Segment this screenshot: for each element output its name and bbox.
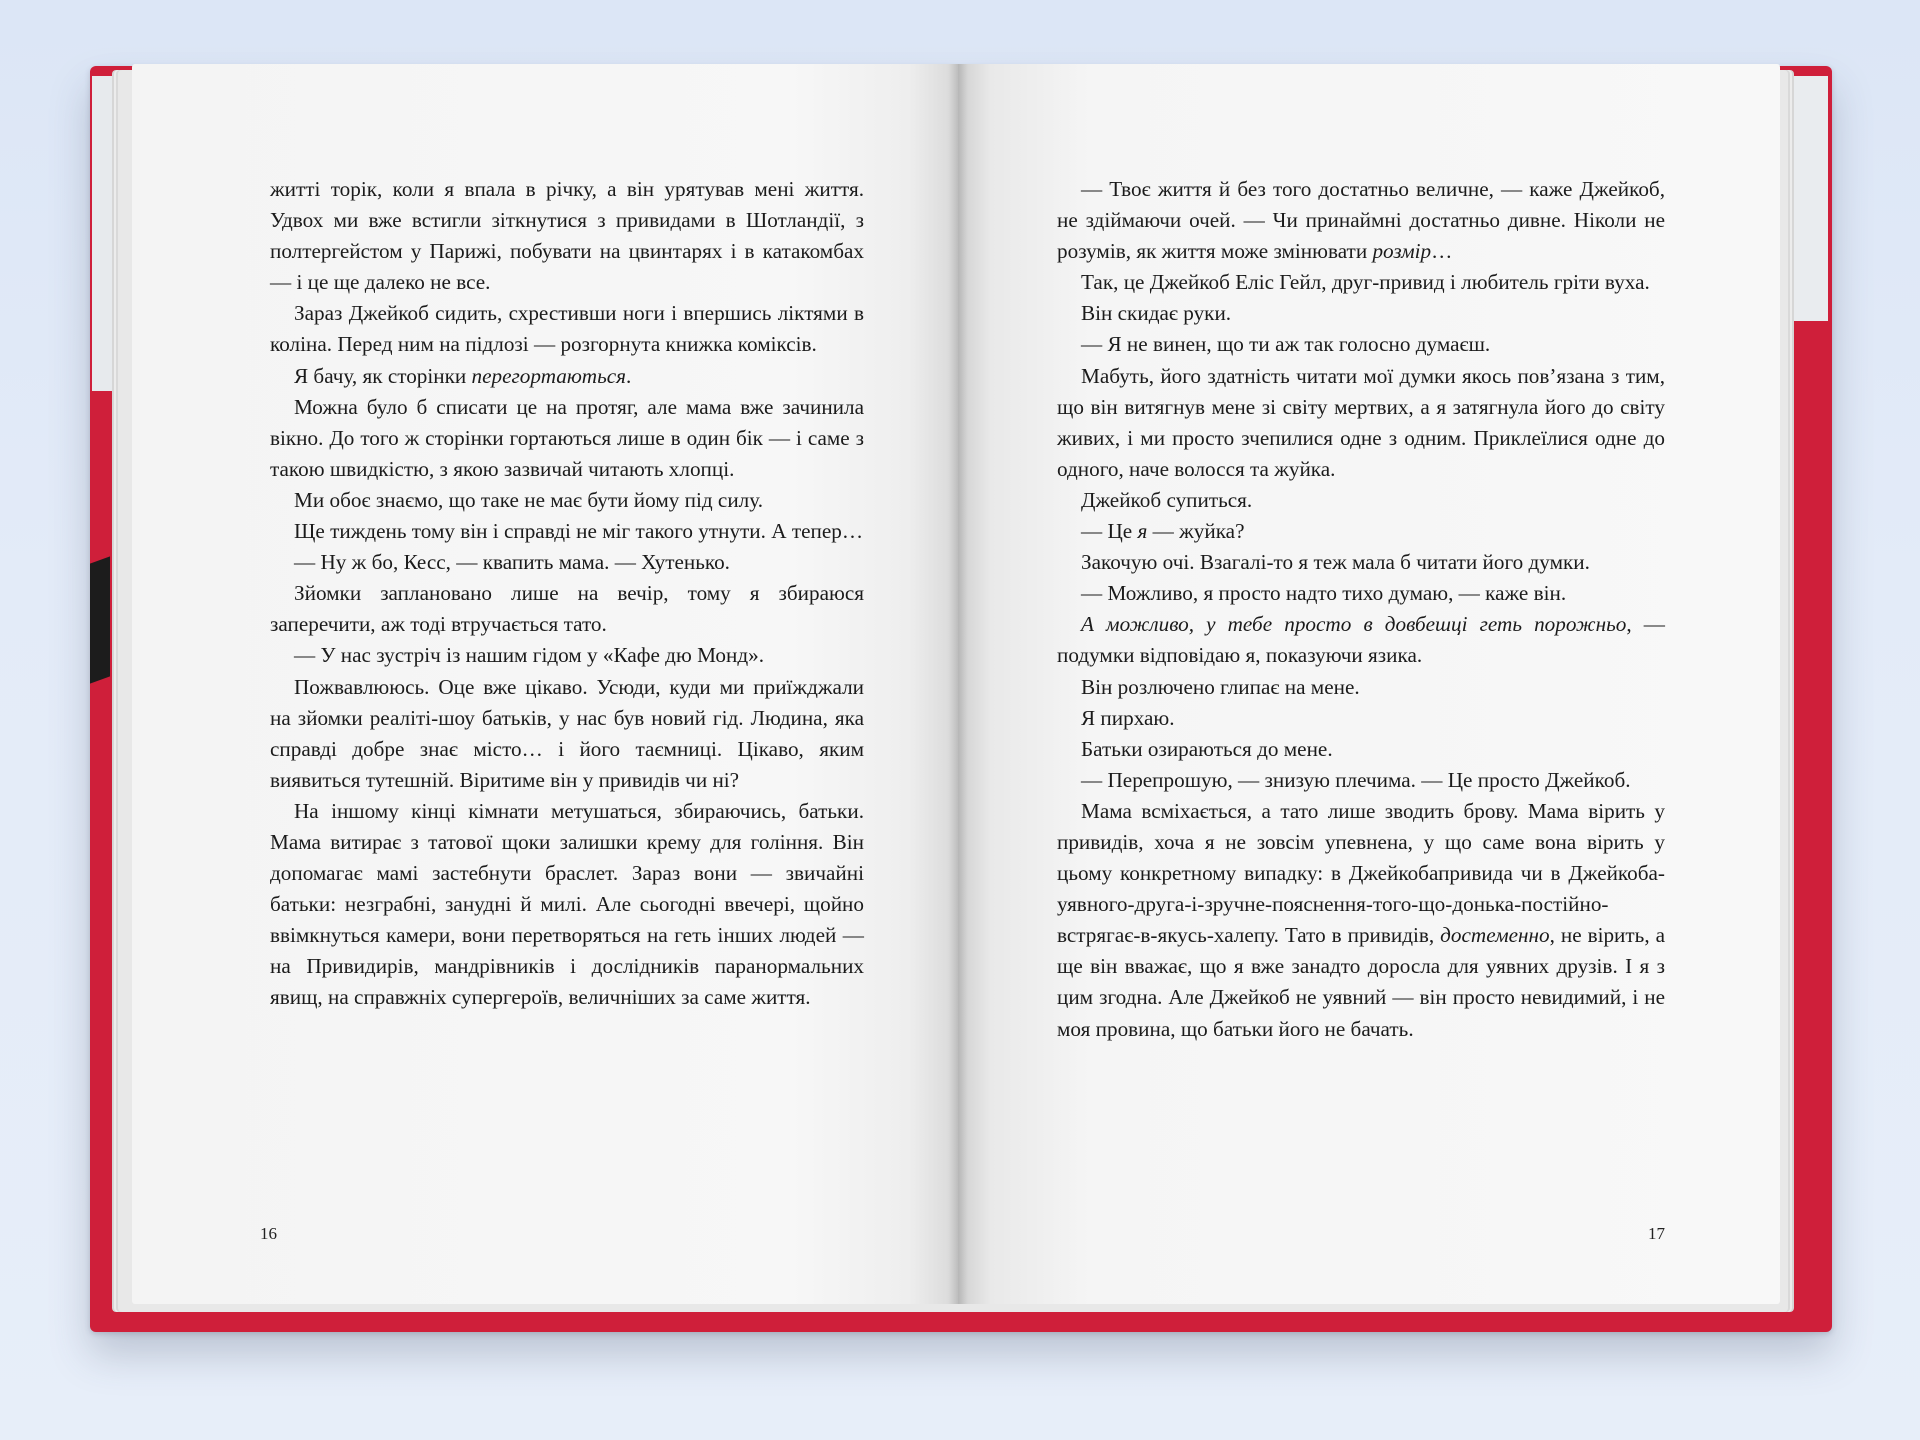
left-page-number: 16 [260,1224,277,1243]
paragraph: Ще тиждень тому він і справді не міг такого утнути. А тепер… [294,519,864,544]
paragraph: — Це я — жуйка? [1081,519,1245,544]
paragraph: Зйомки заплановано лише на вечір, тому я збираюся заперечити, аж тоді втручається тато. [270,581,864,637]
paragraph: Джейкоб супиться. [1081,487,1253,512]
paragraph: Я бачу, як сторінки перегортаються. [294,363,632,388]
paragraph: Мама всміхається, а тато лише зводить брову. Мама вірить у привидів, хоча я не зовсім упевнена, у що саме вона вірить у цьому конкретному випадку: в Джейкобапривида чи в Джейкоба-уявного-друга-і-зручне-пояснення-того-що-донька-постійно-встрягає-в-якусь-халепу. Тато в привидів, достеменно, не вірить, а ще він вважає, що я вже занадто доросла для уявних друзів. І я з цим згодна. Але Джейкоб не уявний — він просто невидимий, і не моя провина, що батьки його не бачать. [1057,798,1665,1041]
paragraph: — У нас зустріч із нашим гідом у «Кафе дю Монд». [294,643,764,668]
paragraph: Так, це Джейкоб Еліс Гейл, друг-привид і любитель гріти вуха. [1081,270,1650,295]
paragraph: А можливо, у тебе просто в довбешці геть порожньо, — подумки відповідаю я, показуючи язика. [1057,612,1665,668]
paragraph: Зараз Джейкоб сидить, схрестивши ноги і впершись ліктями в коліна. Перед ним на підлозі — розгорнута книжка коміксів. [270,301,864,357]
paragraph: — Твоє життя й без того достатньо величне, — каже Джейкоб, не здіймаючи очей. — Чи принаймні достатньо дивне. Ніколи не розумів, як життя може змінювати розмір… [1057,177,1665,264]
right-page-text [1057,174,1665,1045]
paragraph: Ми обоє знаємо, що таке не має бути йому під силу. [294,487,763,512]
paragraph: житті торік, коли я впала в річку, а він урятував мені життя. Удвох ми вже встигли зіткнутися з привидами в Шотландії, з полтергейстом у Парижі, побувати на цвинтарях і в катакомбах — і це ще далеко не все. [270,177,864,295]
paragraph: — Перепрошую, — знизую плечима. — Це просто Джейкоб. [1081,767,1631,792]
paragraph: Можна було б списати це на протяг, але мама вже зачинила вікно. До того ж сторінки гортаються лише в один бік — і саме з такою швидкістю, з якою зазвичай читають хлопці. [270,394,864,481]
paragraph: Він скидає руки. [1081,301,1232,326]
cover-art-right [1790,76,1828,321]
cover-stripe [90,556,110,683]
paragraph: Мабуть, його здатність читати мої думки якось пов’язана з тим, що він витягнув мене зі світу мертвих, а я затягнула його до світу живих, і ми просто зчепилися одне з одним. Приклеїлися одне до одного, наче волосся та жуйка. [1057,363,1665,481]
paragraph: — Я не винен, що ти аж так голосно думаєш. [1081,332,1491,357]
paragraph: — Ну ж бо, Кесс, — квапить мама. — Хутенько. [294,550,730,575]
paragraph: Закочую очі. Взагалі-то я теж мала б читати його думки. [1081,550,1590,575]
paragraph: Він розлючено глипає на мене. [1081,674,1360,699]
paragraph: Пожвавлююсь. Оце вже цікаво. Усюди, куди ми приїжджали на зйомки реаліті-шоу батьків, у нас був новий гід. Людина, яка справді добре знає місто… і його таємниці. Цікаво, яким виявиться тутешній. Віритиме він у привидів чи ні? [270,674,864,792]
paragraph: Батьки озираються до мене. [1081,736,1333,761]
paragraph: — Можливо, я просто надто тихо думаю, — каже він. [1081,581,1567,606]
paragraph: На іншому кінці кімнати метушаться, збираючись, батьки. Мама витирає з татової щоки залишки крему для гоління. Він допомагає мамі застебнути браслет. Зараз вони — звичайні батьки: незграбні, занудні й милі. Але сьогодні ввечері, щойно ввімкнуться камери, вони перетворяться на геть інших людей — на Привидирів, мандрівників і дослідників паранормальних явищ, на справжніх супергероїв, величніших за саме життя. [270,798,864,1010]
left-page-text [270,174,864,1014]
paragraph: Я пирхаю. [1081,705,1175,730]
book-gutter [948,64,968,1304]
right-page-number: 17 [1648,1224,1665,1243]
